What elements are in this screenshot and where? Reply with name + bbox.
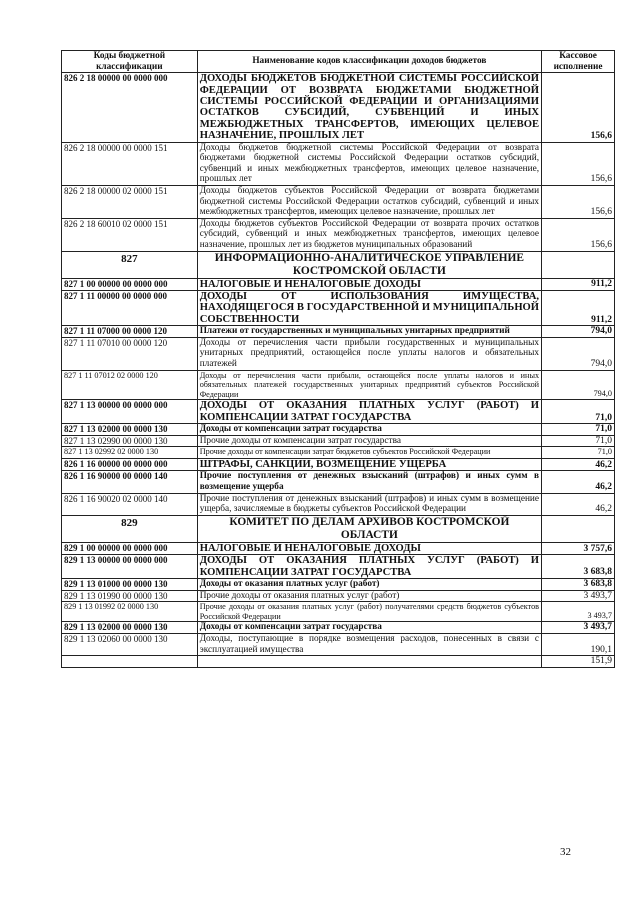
row-sum: 156,6 [542,73,615,142]
row-code: 827 1 11 07000 00 0000 120 [62,326,198,338]
table-row [62,542,615,554]
table-row [62,142,615,185]
row-sum: 3 493,7 [542,590,615,602]
row-code: 829 1 13 02000 00 0000 130 [62,622,198,634]
row-name: КОМИТЕТ ПО ДЕЛАМ АРХИВОВ КОСТРОМСКОЙ ОБЛАСТИ [197,515,541,542]
row-name: Доходы от перечисления части прибыли государственных и муниципальных унитарных предприятий, остающейся после уплаты налогов и обязательных платежей [197,337,541,370]
row-code: 829 1 13 01992 02 0000 130 [62,602,198,622]
row-code: 827 1 11 00000 00 0000 000 [62,290,198,325]
row-code: 827 1 13 02990 00 0000 130 [62,435,198,447]
row-code: 826 2 18 60010 02 0000 151 [62,218,198,251]
table-row [62,278,615,290]
table-row [62,337,615,370]
row-code: 829 [62,515,198,542]
row-name: Доходы от компенсации затрат государства [197,424,541,436]
row-name: Прочие доходы от оказания платных услуг (работ) получателями средств бюджетов субъектов Российской Федерации [197,602,541,622]
table-body [62,73,615,668]
row-sum: 71,0 [542,435,615,447]
row-sum: 911,2 [542,278,615,290]
row-code: 829 1 00 00000 00 0000 000 [62,542,198,554]
row-sum: 794,0 [542,370,615,400]
table-row [62,290,615,325]
table-row [62,435,615,447]
row-code: 827 1 00 00000 00 0000 000 [62,278,198,290]
row-code: 826 2 18 00000 02 0000 151 [62,186,198,219]
row-code: 826 1 16 00000 00 0000 000 [62,458,198,470]
row-sum [542,251,615,278]
table-row [62,218,615,251]
row-code: 826 1 16 90000 00 0000 140 [62,471,198,493]
row-sum: 3 493,7 [542,602,615,622]
row-name: Доходы от перечисления части прибыли, остающейся после уплаты налогов и иных обязательных платежей государственных унитарных предприятий субъектов Российской Федерации [197,370,541,400]
row-name: ДОХОДЫ ОТ ОКАЗАНИЯ ПЛАТНЫХ УСЛУГ (РАБОТ) И КОМПЕНСАЦИИ ЗАТРАТ ГОСУДАРСТВА [197,400,541,424]
row-name [197,656,541,668]
row-name: Прочие доходы от компенсации затрат бюджетов субъектов Российской Федерации [197,447,541,459]
row-code: 827 1 11 07012 02 0000 120 [62,370,198,400]
row-sum: 794,0 [542,326,615,338]
row-name: ДОХОДЫ ОТ ИСПОЛЬЗОВАНИЯ ИМУЩЕСТВА, НАХОДЯЩЕГОСЯ В ГОСУДАРСТВЕННОЙ И МУНИЦИПАЛЬНОЙ СОБСТВЕННОСТИ [197,290,541,325]
row-sum: 3 683,8 [542,578,615,590]
header-code: Коды бюджетной классификации [62,51,198,73]
table-row [62,326,615,338]
table-row [62,447,615,459]
table-header-row [62,51,615,73]
row-name: Доходы, поступающие в порядке возмещения расходов, понесенных в связи с эксплуатацией имущества [197,633,541,655]
table-row [62,493,615,515]
row-sum: 3 757,6 [542,542,615,554]
row-sum: 46,2 [542,471,615,493]
row-sum: 156,6 [542,186,615,219]
revenue-table [61,50,615,668]
row-name: Доходы от компенсации затрат государства [197,622,541,634]
row-code: 827 1 11 07010 00 0000 120 [62,337,198,370]
row-name: Доходы бюджетов субъектов Российской Федерации от возврата бюджетами бюджетной системы Российской Федерации остатков субсидий, субвенций и иных межбюджетных трансфертов, имеющих целевое назначение, прошлых лет [197,186,541,219]
table-row [62,622,615,634]
table-row [62,400,615,424]
row-sum: 151,9 [542,656,615,668]
row-sum: 190,1 [542,633,615,655]
row-name: НАЛОГОВЫЕ И НЕНАЛОГОВЫЕ ДОХОДЫ [197,278,541,290]
row-code: 829 1 13 01990 00 0000 130 [62,590,198,602]
row-name: ИНФОРМАЦИОННО-АНАЛИТИЧЕСКОЕ УПРАВЛЕНИЕ КОСТРОМСКОЙ ОБЛАСТИ [197,251,541,278]
section-header-row [62,251,615,278]
table-row [62,424,615,436]
section-header-row [62,515,615,542]
row-name: ДОХОДЫ БЮДЖЕТОВ БЮДЖЕТНОЙ СИСТЕМЫ РОССИЙСКОЙ ФЕДЕРАЦИИ ОТ ВОЗВРАТА БЮДЖЕТАМИ БЮДЖЕТНОЙ СИСТЕМЫ РОССИЙСКОЙ ФЕДЕРАЦИИ И ОРГАНИЗАЦИЯМИ ОСТАТКОВ СУБСИДИЙ, СУБВЕНЦИЙ И ИНЫХ МЕЖБЮДЖЕТНЫХ ТРАНСФЕРТОВ, ИМЕЮЩИХ ЦЕЛЕВОЕ НАЗНАЧЕНИЕ, ПРОШЛЫХ ЛЕТ [197,73,541,142]
row-name: НАЛОГОВЫЕ И НЕНАЛОГОВЫЕ ДОХОДЫ [197,542,541,554]
table-row [62,656,615,668]
table-row [62,590,615,602]
row-sum: 71,0 [542,400,615,424]
row-name: Доходы бюджетов субъектов Российской Федерации от возврата прочих остатков субсидий, субвенций и иных межбюджетных трансфертов, имеющих целевое назначение, прошлых лет из бюджетов муниципальных образований [197,218,541,251]
row-sum: 3 683,8 [542,555,615,579]
table-row [62,578,615,590]
row-code: 827 1 13 00000 00 0000 000 [62,400,198,424]
row-sum: 156,6 [542,218,615,251]
row-name: ДОХОДЫ ОТ ОКАЗАНИЯ ПЛАТНЫХ УСЛУГ (РАБОТ) И КОМПЕНСАЦИИ ЗАТРАТ ГОСУДАРСТВА [197,555,541,579]
page-number: 32 [560,846,571,858]
row-name: Прочие поступления от денежных взысканий (штрафов) и иных сумм в возмещение ущерба, зачисляемые в бюджеты субъектов Российской Федерации [197,493,541,515]
table-row [62,370,615,400]
row-sum: 46,2 [542,458,615,470]
row-code: 829 1 13 01000 00 0000 130 [62,578,198,590]
row-name: Прочие доходы от оказания платных услуг (работ) [197,590,541,602]
table-row [62,555,615,579]
row-sum: 3 493,7 [542,622,615,634]
row-name: Прочие доходы от компенсации затрат государства [197,435,541,447]
row-name: ШТРАФЫ, САНКЦИИ, ВОЗМЕЩЕНИЕ УЩЕРБА [197,458,541,470]
table-row [62,633,615,655]
table-row [62,471,615,493]
row-code: 826 1 16 90020 02 0000 140 [62,493,198,515]
row-sum: 46,2 [542,493,615,515]
row-code [62,656,198,668]
row-sum: 156,6 [542,142,615,185]
row-sum: 71,0 [542,447,615,459]
row-name: Прочие поступления от денежных взысканий (штрафов) и иных сумм в возмещение ущерба [197,471,541,493]
row-sum [542,515,615,542]
row-sum: 71,0 [542,424,615,436]
table-row [62,602,615,622]
header-name: Наименование кодов классификации доходов бюджетов [197,51,541,73]
row-code: 829 1 13 00000 00 0000 000 [62,555,198,579]
row-name: Доходы бюджетов бюджетной системы Российской Федерации от возврата бюджетами бюджетной системы Российской Федерации остатков субсидий, субвенций и иных межбюджетных трансфертов, имеющих целевое назначение, прошлых лет [197,142,541,185]
row-code: 827 [62,251,198,278]
row-code: 827 1 13 02992 02 0000 130 [62,447,198,459]
row-code: 826 2 18 00000 00 0000 000 [62,73,198,142]
row-code: 827 1 13 02000 00 0000 130 [62,424,198,436]
row-name: Доходы от оказания платных услуг (работ) [197,578,541,590]
row-code: 826 2 18 00000 00 0000 151 [62,142,198,185]
row-code: 829 1 13 02060 00 0000 130 [62,633,198,655]
table-row [62,186,615,219]
table-row [62,458,615,470]
row-sum: 794,0 [542,337,615,370]
header-sum: Кассовое исполнение [542,51,615,73]
row-sum: 911,2 [542,290,615,325]
row-name: Платежи от государственных и муниципальных унитарных предприятий [197,326,541,338]
table-row [62,73,615,142]
